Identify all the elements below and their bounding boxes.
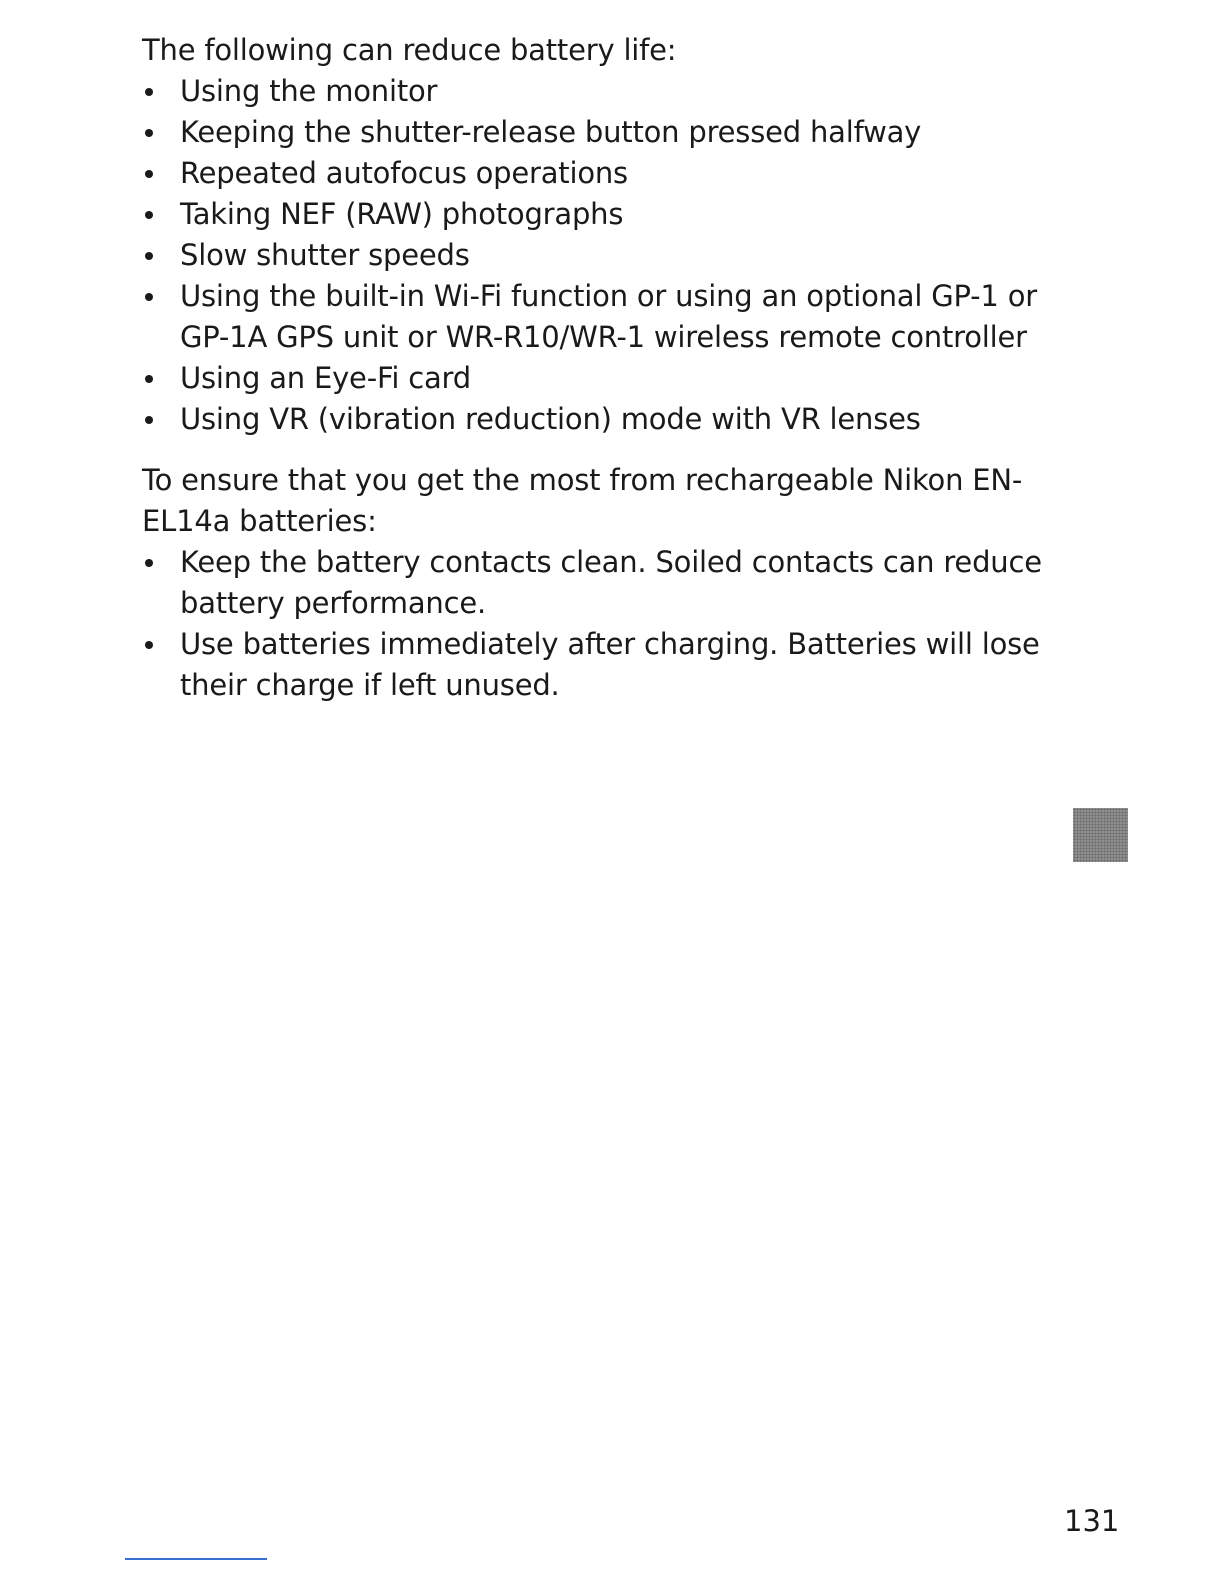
list-item <box>142 276 1072 358</box>
list-item-text: Keeping the shutter-release button pressed halfway <box>180 115 922 149</box>
list-item-text: Use batteries immediately after charging. Batteries will lose their charge if left unused. <box>180 627 1040 702</box>
list-item <box>142 153 1072 194</box>
bullet-icon <box>145 559 153 567</box>
bullet-icon <box>145 211 153 219</box>
list-item-text: Taking NEF (RAW) photographs <box>180 197 624 231</box>
chapter-tab-marker <box>1073 808 1128 862</box>
bullet-icon <box>145 641 153 649</box>
battery-care-section <box>142 460 1072 706</box>
bullet-icon <box>145 88 153 96</box>
list-item <box>142 71 1072 112</box>
bullet-icon <box>145 129 153 137</box>
battery-care-intro: To ensure that you get the most from rechargeable Nikon EN-EL14a batteries: <box>142 463 1023 538</box>
bullet-icon <box>145 293 153 301</box>
list-item-text: Repeated autofocus operations <box>180 156 628 190</box>
list-item <box>142 624 1072 706</box>
list-item <box>142 399 1072 440</box>
list-item-text: Using the built-in Wi-Fi function or using an optional GP-1 or GP-1A GPS unit or WR-R10/WR-1 wireless remote controller <box>180 279 1037 354</box>
bullet-icon <box>145 375 153 383</box>
list-item-text: Using VR (vibration reduction) mode with VR lenses <box>180 402 921 436</box>
list-item <box>142 112 1072 153</box>
battery-life-list <box>142 71 1072 440</box>
list-item-text: Using an Eye-Fi card <box>180 361 471 395</box>
list-item <box>142 542 1072 624</box>
list-item <box>142 235 1072 276</box>
battery-care-list <box>142 542 1072 706</box>
page-content <box>142 30 1072 706</box>
list-item <box>142 194 1072 235</box>
list-item-text: Using the monitor <box>180 74 438 108</box>
bullet-icon <box>145 252 153 260</box>
page-number: 131 <box>1064 1504 1120 1538</box>
list-item-text: Slow shutter speeds <box>180 238 470 272</box>
list-item-text: Keep the battery contacts clean. Soiled contacts can reduce battery performance. <box>180 545 1042 620</box>
list-item <box>142 358 1072 399</box>
battery-life-intro: The following can reduce battery life: <box>142 33 677 67</box>
bullet-icon <box>145 170 153 178</box>
footer-rule <box>125 1558 267 1560</box>
bullet-icon <box>145 416 153 424</box>
